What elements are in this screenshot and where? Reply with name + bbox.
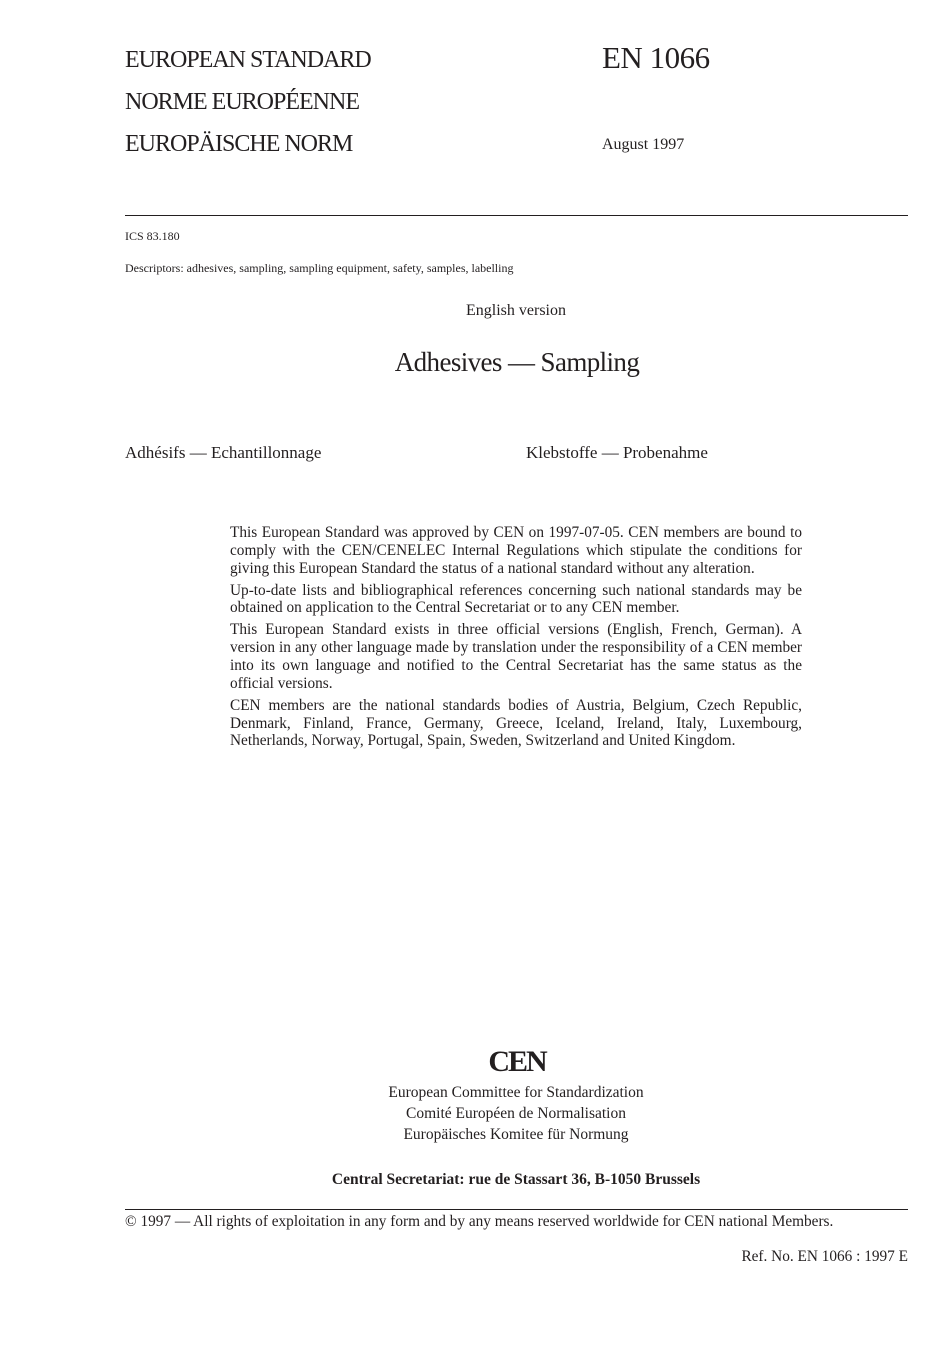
ics-code: ICS 83.180 xyxy=(125,229,180,243)
descriptors: Descriptors: adhesives, sampling, sampling equipment, safety, samples, labelling xyxy=(125,261,514,275)
paragraph-versions: This European Standard exists in three official versions (English, French, German). A version in any other language made by translation under the responsibility of a CEN member into its own language and notified to the Central Secretariat has the same status as the official versions. xyxy=(230,621,802,692)
standard-number: EN 1066 xyxy=(602,40,710,75)
paragraph-members: CEN members are the national standards bodies of Austria, Belgium, Czech Republic, Denmark, Finland, France, Germany, Greece, Iceland, Ireland, Italy, Luxembourg, Netherlands, Norway, Portugal, Spain, Sweden, Switzerland and United Kingdom. xyxy=(230,696,802,750)
language-version: English version xyxy=(466,302,566,319)
document-title: Adhesives — Sampling xyxy=(394,347,640,377)
standard-title-german: EUROPÄISCHE NORM xyxy=(125,131,353,157)
title-german: Klebstoffe — Probenahme xyxy=(526,443,708,462)
committee-name-french: Comité Européen de Normalisation xyxy=(406,1105,626,1122)
committee-name-german: Europäisches Komitee für Normung xyxy=(403,1126,629,1143)
copyright-notice: © 1997 — All rights of exploitation in any form and by any means reserved worldwide for CEN national Members. xyxy=(125,1213,834,1230)
cen-logo: CEN xyxy=(488,1045,546,1078)
committee-name-english: European Committee for Standardization xyxy=(388,1084,644,1101)
publication-date: August 1997 xyxy=(602,136,685,153)
title-french: Adhésifs — Echantillonnage xyxy=(125,443,322,462)
header-divider xyxy=(125,215,908,216)
standard-title-english: EUROPEAN STANDARD xyxy=(125,47,371,73)
paragraph-approval: This European Standard was approved by CEN on 1997-07-05. CEN members are bound to comply with the CEN/CENELEC Internal Regulations which stipulate the conditions for giving this European Standard the status of a national standard without any alteration. xyxy=(230,524,802,577)
standard-title-french: NORME EUROPÉENNE xyxy=(125,89,359,115)
central-secretariat-address: Central Secretariat: rue de Stassart 36, B-1050 Brussels xyxy=(331,1171,701,1188)
footer-divider xyxy=(125,1209,908,1210)
approval-notice xyxy=(230,524,802,754)
reference-number: Ref. No. EN 1066 : 1997 E xyxy=(741,1248,908,1265)
paragraph-references: Up-to-date lists and bibliographical references concerning such national standards may be obtained on application to the Central Secretariat or to any CEN member. xyxy=(230,581,802,617)
